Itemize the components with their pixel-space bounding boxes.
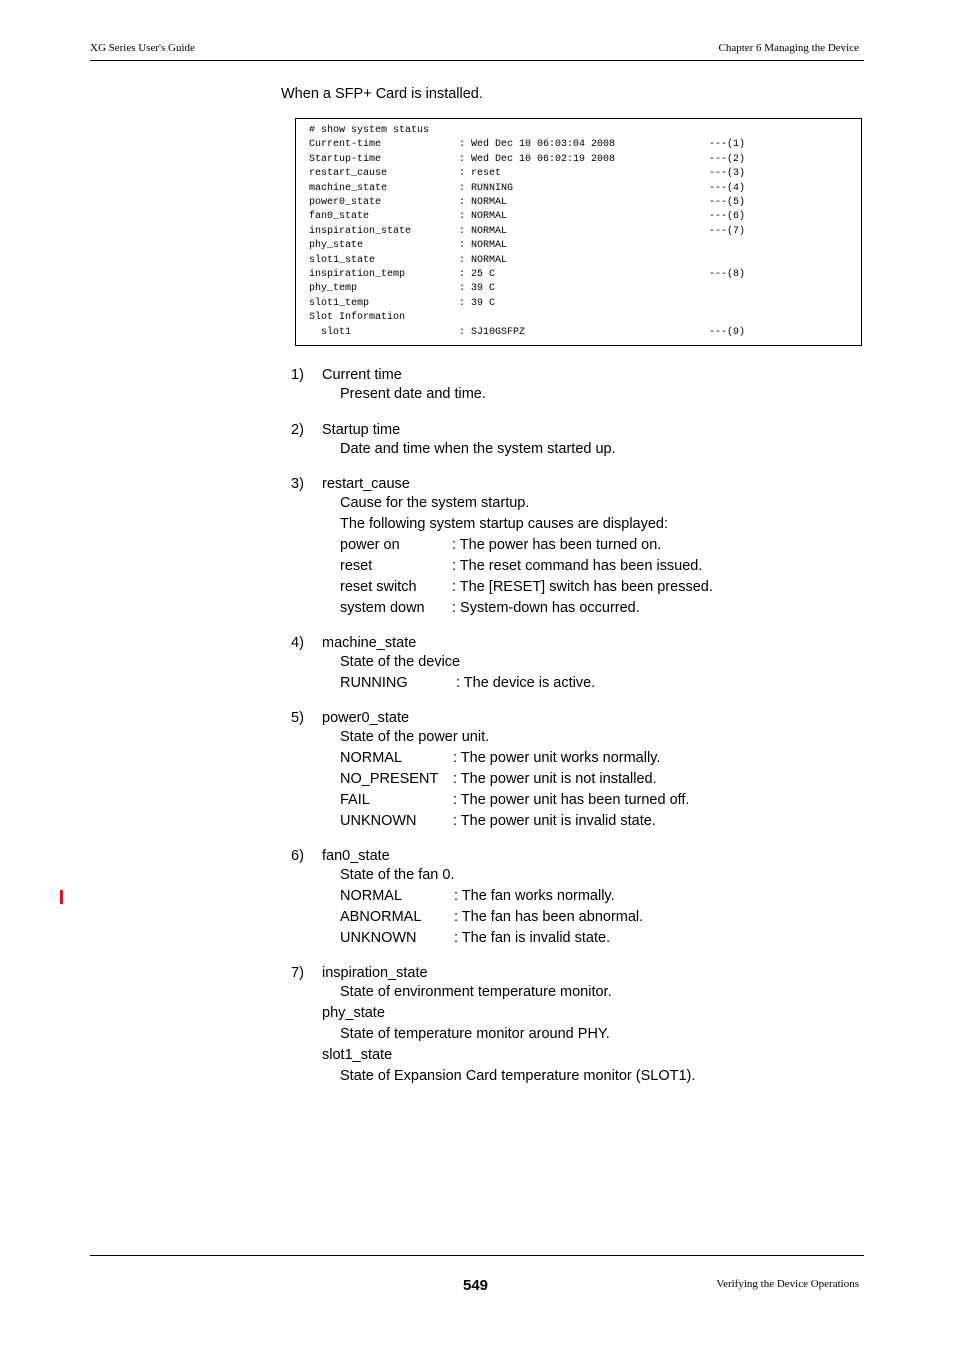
term-label: FAIL (340, 792, 370, 808)
item-4-number: 4) (291, 635, 304, 651)
code-key: Slot Information (309, 312, 406, 324)
term-definition: : The power unit is invalid state. (453, 813, 656, 829)
code-key: phy_temp (309, 283, 358, 295)
code-ref: ---(6) (709, 211, 746, 223)
item-7-title: inspiration_state (322, 965, 428, 981)
code-key: phy_state (309, 240, 364, 252)
code-key: inspiration_temp (309, 269, 406, 280)
term-definition: : The fan works normally. (454, 888, 615, 904)
term-label: ABNORMAL (340, 909, 422, 925)
item-1-title: Current time (322, 367, 402, 383)
item-1-description: Present date and time. (340, 386, 486, 402)
term-label: reset switch (340, 579, 417, 595)
term-label: RUNNING (340, 675, 408, 691)
code-val: : NORMAL (459, 254, 508, 266)
term-label: UNKNOWN (340, 930, 417, 946)
code-val: : NORMAL (459, 211, 508, 223)
code-val: : 39 C (459, 283, 496, 295)
code-key: power0_state (309, 197, 382, 208)
code-ref: ---(8) (709, 269, 746, 280)
item-7-sub1-description: State of temperature monitor around PHY. (340, 1026, 610, 1042)
code-val: : NORMAL (459, 225, 508, 237)
item-7-number: 7) (291, 965, 304, 981)
item-3-number: 3) (291, 476, 304, 492)
code-key: machine_state (309, 182, 388, 194)
footer-section-title: Verifying the Device Operations (716, 1278, 859, 1290)
code-val: : NORMAL (459, 240, 508, 252)
term-definition: : The power has been turned on. (452, 537, 662, 553)
code-val: : RUNNING (459, 182, 514, 194)
code-val: : NORMAL (459, 197, 508, 208)
code-ref: ---(9) (709, 326, 746, 338)
item-7-description: State of environment temperature monitor. (340, 984, 612, 1000)
term-label: UNKNOWN (340, 813, 417, 829)
code-val: : Wed Dec 10 06:02:19 2008 (459, 153, 616, 165)
code-ref: ---(1) (709, 139, 746, 151)
code-key: slot1 (309, 326, 352, 338)
code-ref: ---(4) (709, 182, 746, 194)
code-key: Current-time (309, 139, 382, 151)
item-7-sub1-title: phy_state (322, 1005, 385, 1021)
term-definition: : The fan has been abnormal. (454, 909, 644, 925)
term-definition: : The power unit is not installed. (453, 771, 657, 787)
term-label: NORMAL (340, 888, 403, 904)
page-number: 549 (463, 1277, 489, 1294)
code-ref: ---(5) (709, 197, 746, 208)
item-3-description-2: The following system startup causes are displayed: (340, 516, 669, 532)
intro-text: When a SFP+ Card is installed. (281, 86, 483, 102)
footer-rule (90, 1255, 864, 1256)
code-val: : SJ10GSFPZ (459, 326, 526, 338)
code-key: fan0_state (309, 211, 370, 223)
term-definition: : The device is active. (456, 675, 596, 691)
code-key: restart_cause (309, 168, 388, 180)
term-definition: : The power unit works normally. (453, 750, 661, 766)
item-2-description: Date and time when the system started up. (340, 441, 616, 457)
code-val: : reset (459, 168, 502, 180)
item-6-title: fan0_state (322, 848, 390, 864)
code-key: slot1_temp (309, 297, 370, 309)
code-key: # show system status (309, 125, 430, 136)
header-right: Chapter 6 Managing the Device (718, 42, 859, 54)
item-4-description: State of the device (340, 654, 461, 670)
item-6-number: 6) (291, 848, 304, 864)
command-output-box (295, 118, 862, 346)
code-key: inspiration_state (309, 225, 412, 237)
term-definition: : The reset command has been issued. (452, 558, 703, 574)
code-val: : 39 C (459, 297, 496, 309)
term-definition: : The power unit has been turned off. (453, 792, 690, 808)
code-ref: ---(3) (709, 168, 746, 180)
item-3-description: Cause for the system startup. (340, 495, 530, 511)
code-val: : 25 C (459, 269, 496, 280)
item-6-description: State of the fan 0. (340, 867, 455, 883)
term-definition: : The fan is invalid state. (454, 930, 611, 946)
item-7-sub2-description: State of Expansion Card temperature monitor (SLOT1). (340, 1068, 696, 1084)
term-label: system down (340, 600, 425, 616)
item-5-title: power0_state (322, 710, 410, 726)
code-key: Startup-time (309, 153, 382, 165)
code-ref: ---(2) (709, 153, 746, 165)
item-2-number: 2) (291, 422, 304, 438)
term-label: power on (340, 537, 400, 553)
term-label: NO_PRESENT (340, 771, 439, 787)
item-3-title: restart_cause (322, 476, 410, 492)
item-7-sub2-title: slot1_state (322, 1047, 393, 1063)
item-5-number: 5) (291, 710, 304, 726)
header-left: XG Series User's Guide (90, 42, 195, 54)
change-bar-marker (60, 890, 63, 904)
code-val: : Wed Dec 10 06:03:04 2008 (459, 139, 616, 151)
item-4-title: machine_state (322, 635, 417, 651)
code-key: slot1_state (309, 254, 376, 266)
term-label: reset (340, 558, 373, 574)
code-ref: ---(7) (709, 225, 746, 237)
item-2-title: Startup time (322, 422, 401, 438)
term-label: NORMAL (340, 750, 403, 766)
item-1-number: 1) (291, 367, 304, 383)
term-definition: : System-down has occurred. (452, 600, 640, 616)
item-5-description: State of the power unit. (340, 729, 490, 745)
header-rule (90, 60, 864, 61)
term-definition: : The [RESET] switch has been pressed. (452, 579, 713, 595)
